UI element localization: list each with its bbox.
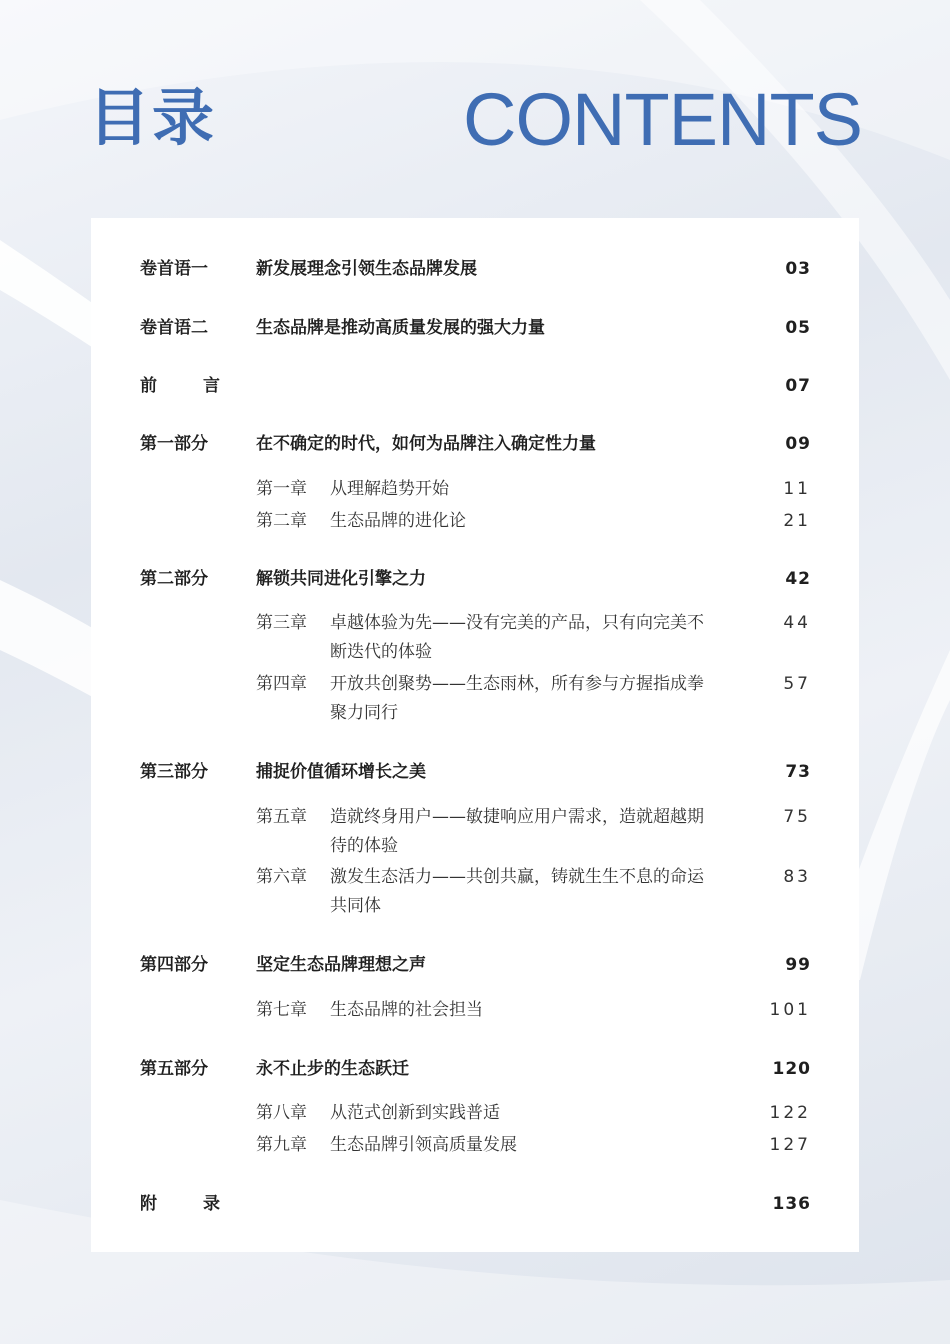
chapter-number: 第九章 [256,1135,307,1155]
entry-title: 解锁共同进化引擎之力 [256,569,426,589]
chapter-number: 第六章 [256,867,307,887]
entry-label: 第一部分 [140,434,208,454]
entry-label-char: 言 [203,376,220,396]
entry-page: 42 [785,569,811,589]
entry-label-char: 附 [140,1194,157,1214]
chapter-title: 激发生态活力——共创共赢，铸就生生不息的命运共同体 [330,867,704,916]
entry-page: 07 [785,376,811,396]
chapter-page: 11 [783,479,811,499]
chapter-page: 83 [783,867,811,887]
chapter-number: 第一章 [256,479,307,499]
chapter-page: 44 [783,613,811,633]
chapter-page: 21 [783,511,811,531]
entry-label: 第五部分 [140,1059,208,1079]
entry-title: 永不止步的生态跃迁 [256,1059,409,1079]
entry-title: 在不确定的时代，如何为品牌注入确定性力量 [256,434,596,454]
entry-label: 第三部分 [140,762,208,782]
chapter-number: 第七章 [256,1000,307,1020]
page-title-en: CONTENTS [463,78,862,161]
chapter-page: 57 [783,674,811,694]
entry-page: 73 [785,762,811,782]
chapter-page: 75 [783,807,811,827]
entry-title: 坚定生态品牌理想之声 [256,955,426,975]
entry-label: 第二部分 [140,569,208,589]
entry-label: 卷首语二 [140,318,208,338]
entry-page: 03 [785,259,811,279]
chapter-number: 第二章 [256,511,307,531]
chapter-page: 122 [769,1103,811,1123]
chapter-number: 第四章 [256,674,307,694]
entry-title: 新发展理念引领生态品牌发展 [256,259,477,279]
chapter-title: 造就终身用户——敏捷响应用户需求，造就超越期待的体验 [330,807,704,856]
chapter-page: 127 [769,1135,811,1155]
chapter-title: 卓越体验为先——没有完美的产品，只有向完美不断迭代的体验 [330,613,704,662]
chapter-page: 101 [769,1000,811,1020]
entry-title: 生态品牌是推动高质量发展的强大力量 [256,318,545,338]
entry-label [140,1193,220,1215]
entry-label [140,375,220,397]
entry-page: 120 [772,1059,811,1079]
entry-page: 136 [772,1194,811,1214]
entry-label-char: 前 [140,376,157,396]
entry-page: 05 [785,318,811,338]
page-title-cn: 目录 [88,81,217,154]
entry-label: 第四部分 [140,955,208,975]
chapter-title: 生态品牌引领高质量发展 [330,1135,517,1155]
entry-page: 09 [785,434,811,454]
chapter-title: 生态品牌的进化论 [330,511,466,531]
toc-card [91,218,859,1252]
entry-page: 99 [785,955,811,975]
entry-label: 卷首语一 [140,259,208,279]
chapter-number: 第五章 [256,807,307,827]
entry-label-char: 录 [203,1194,220,1214]
entry-title: 捕捉价值循环增长之美 [256,762,426,782]
chapter-title: 开放共创聚势——生态雨林，所有参与方握指成拳聚力同行 [330,674,704,723]
chapter-title: 从范式创新到实践普适 [330,1103,500,1123]
chapter-number: 第三章 [256,613,307,633]
chapter-number: 第八章 [256,1103,307,1123]
chapter-title: 从理解趋势开始 [330,479,449,499]
chapter-title: 生态品牌的社会担当 [330,1000,483,1020]
